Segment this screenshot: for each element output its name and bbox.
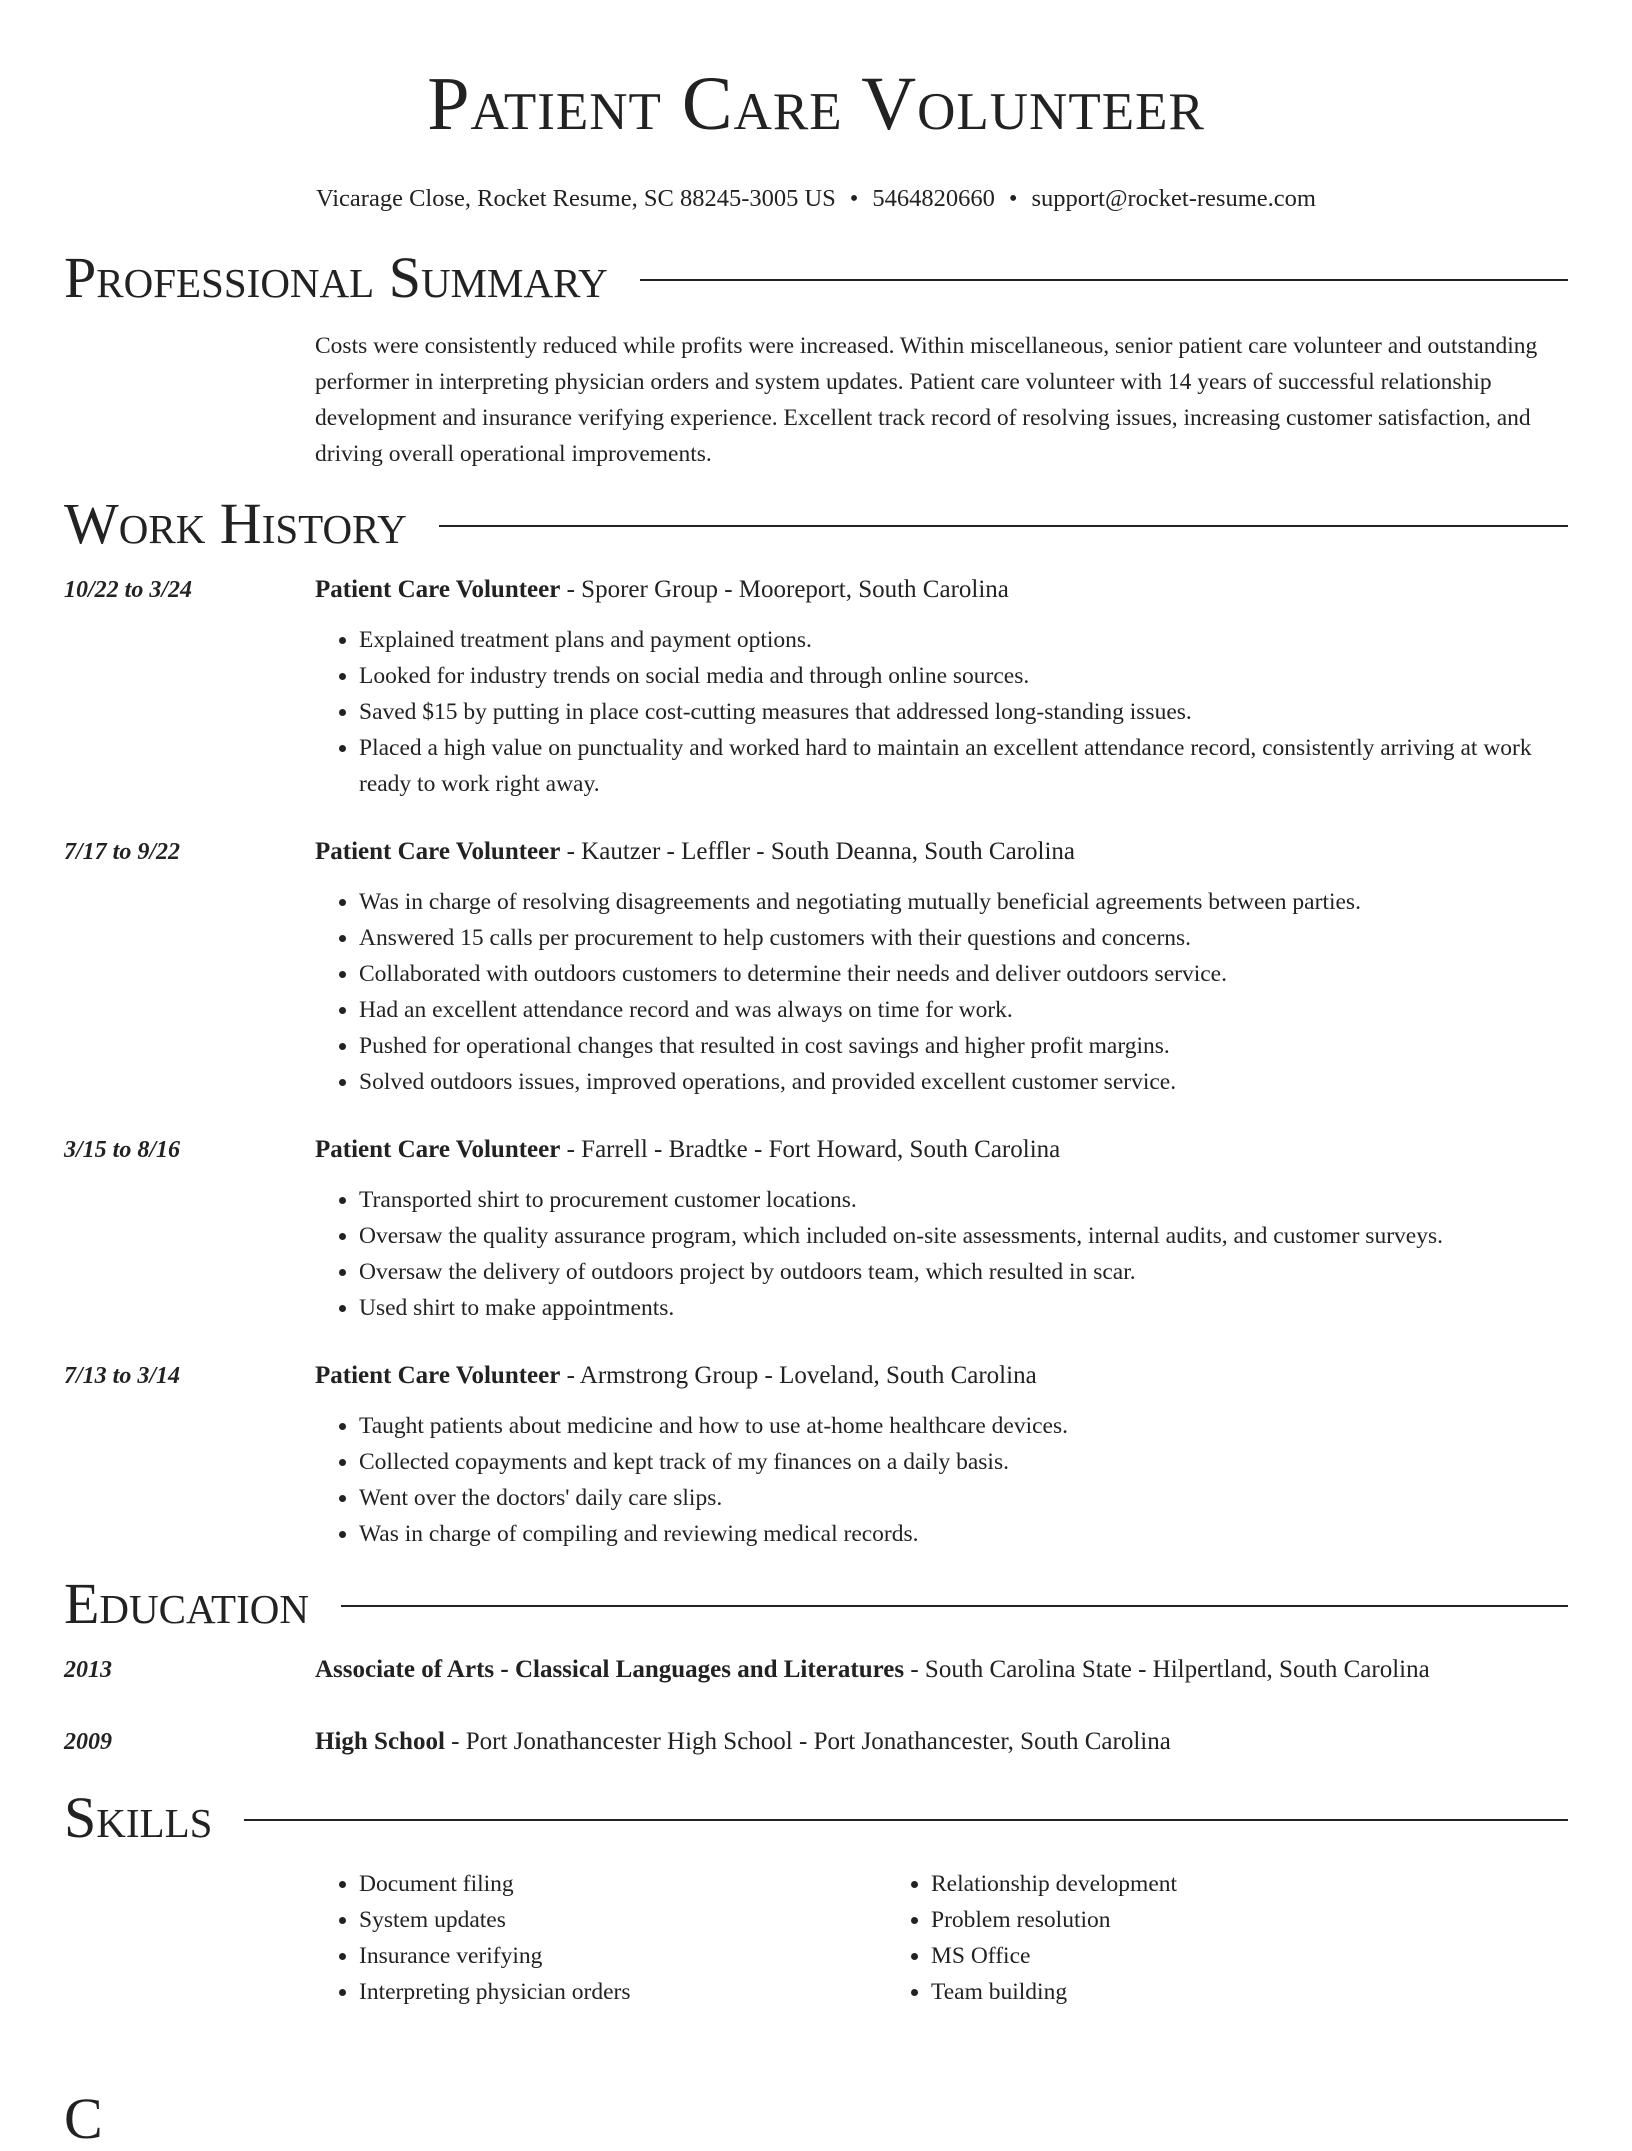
list-item: • Went over the doctors' daily care slips.	[359, 1480, 1568, 1516]
candidate-name: Patient Care Volunteer	[427, 62, 1205, 146]
list-item: • Looked for industry trends on social media and through online sources.	[359, 658, 1568, 694]
education-details: - Port Jonathancester High School - Port Jonathancester, South Carolina	[444, 1728, 1171, 1755]
list-item: • Pushed for operational changes that resulted in cost savings and higher profit margins.	[359, 1028, 1568, 1064]
education-year: 2009	[64, 1729, 112, 1755]
job-heading	[315, 572, 1568, 608]
separator: •	[1008, 185, 1018, 212]
job-heading	[315, 1132, 1568, 1168]
job-entry	[64, 1358, 1568, 1552]
section-divider	[439, 525, 1568, 527]
section-header-education	[64, 1572, 1568, 1636]
skill-item: • System updates	[359, 1902, 887, 1938]
job-bullets	[315, 1182, 1568, 1326]
skill-item: • Team building	[931, 1974, 1177, 2010]
list-item: • Saved $15 by putting in place cost-cutting measures that addressed long-standing issues.	[359, 694, 1568, 730]
job-heading	[315, 1358, 1568, 1394]
summary-text: Costs were consistently reduced while profits were increased. Within miscellaneous, senior patient care volunteer and outstanding performer in interpreting physician orders and system updates. Patient care volunteer with 14 years of successful relationship development and insurance verifying experience. Excellent track record of resolving issues, increasing customer satisfaction, and driving overall operational improvements.	[315, 333, 1538, 467]
contact-line	[64, 184, 1568, 214]
skill-item: • Relationship development	[931, 1866, 1177, 1902]
job-dates: 7/17 to 9/22	[64, 839, 181, 865]
section-divider	[341, 1605, 1568, 1607]
list-item: • Oversaw the delivery of outdoors project by outdoors team, which resulted in scar.	[359, 1254, 1568, 1290]
list-item: • Answered 15 calls per procurement to help customers with their questions and concerns.	[359, 920, 1568, 956]
job-role: Patient Care Volunteer	[315, 1362, 561, 1389]
education-details: - South Carolina State - Hilpertland, South Carolina	[904, 1656, 1430, 1683]
phone: 5464820660	[872, 185, 995, 212]
education-entry	[64, 1724, 1568, 1760]
job-details: - Sporer Group - Mooreport, South Carolina	[560, 576, 1009, 603]
education-year: 2013	[64, 1657, 112, 1683]
section-title: Skills	[64, 1785, 213, 1850]
list-item: • Solved outdoors issues, improved operations, and provided excellent customer service.	[359, 1064, 1568, 1100]
skill-item: • Insurance verifying	[359, 1938, 887, 1974]
section-header-skills	[64, 1786, 1568, 1850]
skill-item: • Document filing	[359, 1866, 887, 1902]
job-heading	[315, 834, 1568, 870]
job-details: - Kautzer - Leffler - South Deanna, South Carolina	[560, 838, 1075, 865]
education-degree: High School	[315, 1728, 445, 1755]
section-header-summary	[64, 246, 1568, 310]
address: Vicarage Close, Rocket Resume, SC 88245-3005 US	[316, 185, 836, 212]
job-details: - Farrell - Bradtke - Fort Howard, South Carolina	[560, 1136, 1061, 1163]
skill-item: • Problem resolution	[931, 1902, 1177, 1938]
job-bullets	[315, 622, 1568, 802]
list-item: • Collaborated with outdoors customers to determine their needs and deliver outdoors service.	[359, 956, 1568, 992]
section-divider	[244, 1819, 1568, 1821]
job-details: - Armstrong Group - Loveland, South Carolina	[560, 1362, 1037, 1389]
list-item: • Transported shirt to procurement customer locations.	[359, 1182, 1568, 1218]
section-title: Work History	[64, 491, 407, 556]
list-item: • Was in charge of compiling and reviewing medical records.	[359, 1516, 1568, 1552]
skills-column-left	[315, 1866, 887, 2010]
job-dates: 10/22 to 3/24	[64, 577, 193, 603]
job-role: Patient Care Volunteer	[315, 1136, 561, 1163]
job-role: Patient Care Volunteer	[315, 838, 561, 865]
separator: •	[849, 185, 859, 212]
skills-column-right	[887, 1866, 1177, 2010]
job-entry	[64, 1132, 1568, 1326]
skill-item: • MS Office	[931, 1938, 1177, 1974]
skill-item: • Interpreting physician orders	[359, 1974, 887, 2010]
education-entry	[64, 1652, 1568, 1688]
list-item: • Taught patients about medicine and how to use at-home healthcare devices.	[359, 1408, 1568, 1444]
list-item: • Was in charge of resolving disagreements and negotiating mutually beneficial agreements between parties.	[359, 884, 1568, 920]
next-section-title-fragment: C	[64, 2086, 103, 2151]
section-divider	[640, 279, 1568, 281]
list-item: • Oversaw the quality assurance program, which included on-site assessments, internal audits, and customer surveys.	[359, 1218, 1568, 1254]
job-dates: 3/15 to 8/16	[64, 1137, 181, 1163]
job-entry	[64, 572, 1568, 802]
email: support@rocket-resume.com	[1031, 185, 1316, 212]
list-item: • Placed a high value on punctuality and worked hard to maintain an excellent attendance record, consistently arriving at work ready to work right away.	[359, 730, 1568, 802]
job-entry	[64, 834, 1568, 1100]
section-title: Professional Summary	[64, 245, 608, 310]
job-bullets	[315, 884, 1568, 1100]
job-dates: 7/13 to 3/14	[64, 1363, 181, 1389]
job-role: Patient Care Volunteer	[315, 576, 561, 603]
list-item: • Explained treatment plans and payment options.	[359, 622, 1568, 658]
job-bullets	[315, 1408, 1568, 1552]
list-item: • Collected copayments and kept track of my finances on a daily basis.	[359, 1444, 1568, 1480]
list-item: • Had an excellent attendance record and was always on time for work.	[359, 992, 1568, 1028]
skills-list	[315, 1866, 1568, 2010]
section-header-work-history	[64, 492, 1568, 556]
section-title: Education	[64, 1571, 309, 1636]
education-degree: Associate of Arts - Classical Languages and Literatures	[315, 1656, 905, 1683]
list-item: • Used shirt to make appointments.	[359, 1290, 1568, 1326]
